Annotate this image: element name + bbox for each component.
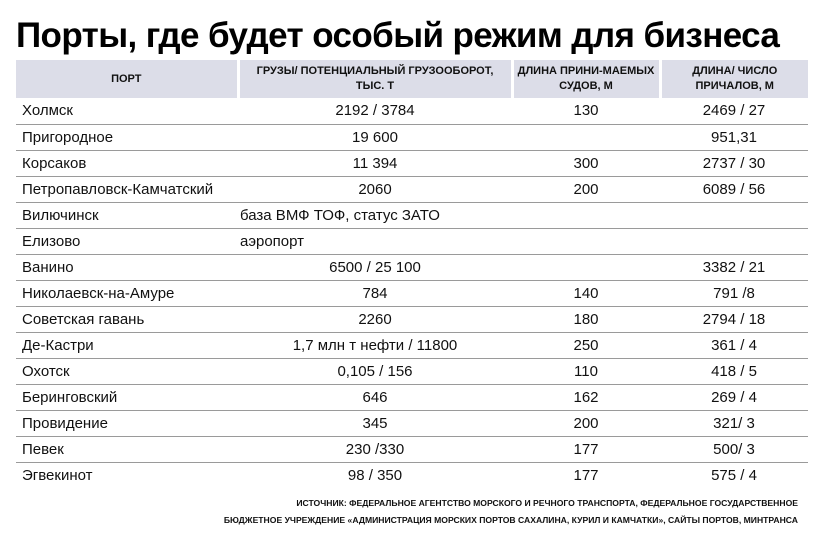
cargo-cell: 19 600 <box>238 124 512 150</box>
source-line: ИСТОЧНИК: ФЕДЕРАЛЬНОЕ АГЕНТСТВО МОРСКОГО И РЕЧНОГО ТРАНСПОРТА, ФЕДЕРАЛЬНОЕ ГОСУДАРСТВЕННОЕ <box>296 498 798 508</box>
berths-cell: 269 / 4 <box>660 384 808 410</box>
port-name-cell: Пригородное <box>16 124 238 150</box>
ship-length-cell: 180 <box>512 306 660 332</box>
ship-length-cell: 200 <box>512 176 660 202</box>
ship-length-cell: 110 <box>512 358 660 384</box>
ports-table <box>16 60 808 488</box>
page-title: Порты, где будет особый режим для бизнеса <box>16 16 780 55</box>
table-header-row <box>16 60 808 98</box>
cargo-cell: 98 / 350 <box>238 462 512 488</box>
column-header-port: ПОРТ <box>16 60 238 98</box>
table-row <box>16 98 808 124</box>
port-name-cell: Ванино <box>16 254 238 280</box>
ship-length-cell: 250 <box>512 332 660 358</box>
table-row <box>16 306 808 332</box>
column-header-berths: ДЛИНА/ ЧИСЛО ПРИЧАЛОВ, М <box>660 60 808 98</box>
table-row <box>16 410 808 436</box>
port-name-cell: Эгвекинот <box>16 462 238 488</box>
ship-length-cell: 300 <box>512 150 660 176</box>
note-cell: аэропорт <box>238 228 808 254</box>
table-row <box>16 176 808 202</box>
table-row <box>16 384 808 410</box>
table-row <box>16 150 808 176</box>
port-name-cell: Елизово <box>16 228 238 254</box>
cargo-cell: 2192 / 3784 <box>335 102 415 120</box>
berths-cell: 361 / 4 <box>660 332 808 358</box>
table-row <box>16 358 808 384</box>
port-name-cell: Вилючинск <box>16 202 238 228</box>
berths-cell: 500/ 3 <box>660 436 808 462</box>
berths-cell: 418 / 5 <box>660 358 808 384</box>
ship-length-cell: 177 <box>512 436 660 462</box>
table-row <box>16 228 808 254</box>
ship-length-cell <box>512 254 660 280</box>
port-name-cell: Де-Кастри <box>16 332 238 358</box>
column-header-ship-length: ДЛИНА ПРИНИ-МАЕМЫХ СУДОВ, М <box>512 60 660 98</box>
port-name-cell: Николаевск-на-Амуре <box>16 280 238 306</box>
cargo-cell: 230 /330 <box>238 436 512 462</box>
berths-cell: 2737 / 30 <box>660 150 808 176</box>
source-note <box>224 495 798 529</box>
berths-cell: 321/ 3 <box>660 410 808 436</box>
cargo-cell: 1,7 млн т нефти / 11800 <box>238 332 512 358</box>
ship-length-cell: 140 <box>512 280 660 306</box>
berths-cell: 2469 / 27 <box>702 102 766 120</box>
port-name-cell: Корсаков <box>16 150 238 176</box>
cargo-cell: 646 <box>238 384 512 410</box>
ship-length-cell <box>512 124 660 150</box>
port-name-cell: Советская гавань <box>16 306 238 332</box>
berths-cell: 6089 / 56 <box>660 176 808 202</box>
cargo-cell: 2060 <box>238 176 512 202</box>
ship-length-cell: 200 <box>512 410 660 436</box>
port-name-cell: Петропавловск-Камчатский <box>16 176 238 202</box>
table-row <box>16 280 808 306</box>
table-row <box>16 462 808 488</box>
cargo-cell: 0,105 / 156 <box>238 358 512 384</box>
cargo-cell: 784 <box>238 280 512 306</box>
table-row <box>16 254 808 280</box>
port-name-cell: Охотск <box>16 358 238 384</box>
berths-cell: 791 /8 <box>660 280 808 306</box>
port-name-cell: Провидение <box>16 410 238 436</box>
berths-cell: 2794 / 18 <box>660 306 808 332</box>
table-row <box>16 202 808 228</box>
berths-cell: 3382 / 21 <box>660 254 808 280</box>
table-row <box>16 436 808 462</box>
cargo-cell: 345 <box>238 410 512 436</box>
ship-length-cell: 177 <box>512 462 660 488</box>
cargo-cell: 6500 / 25 100 <box>238 254 512 280</box>
source-line: БЮДЖЕТНОЕ УЧРЕЖДЕНИЕ «АДМИНИСТРАЦИЯ МОРСКИХ ПОРТОВ САХАЛИНА, КУРИЛ И КАМЧАТКИ», САЙТЫ ПОРТОВ, МИНТРАНСА <box>223 515 798 525</box>
table-row <box>16 124 808 150</box>
ship-length-cell: 130 <box>573 102 599 120</box>
cargo-cell: 2260 <box>238 306 512 332</box>
berths-cell: 951,31 <box>660 124 808 150</box>
table-row <box>16 332 808 358</box>
berths-cell: 575 / 4 <box>660 462 808 488</box>
port-name-cell: Певек <box>16 436 238 462</box>
ship-length-cell: 162 <box>512 384 660 410</box>
note-cell: база ВМФ ТОФ, статус ЗАТО <box>238 202 808 228</box>
port-name-cell: Холмск <box>22 102 73 120</box>
port-name-cell: Беринговский <box>16 384 238 410</box>
column-header-cargo: ГРУЗЫ/ ПОТЕНЦИАЛЬНЫЙ ГРУЗООБОРОТ, ТЫС. Т <box>238 60 512 98</box>
cargo-cell: 11 394 <box>238 150 512 176</box>
table-body <box>16 98 808 488</box>
